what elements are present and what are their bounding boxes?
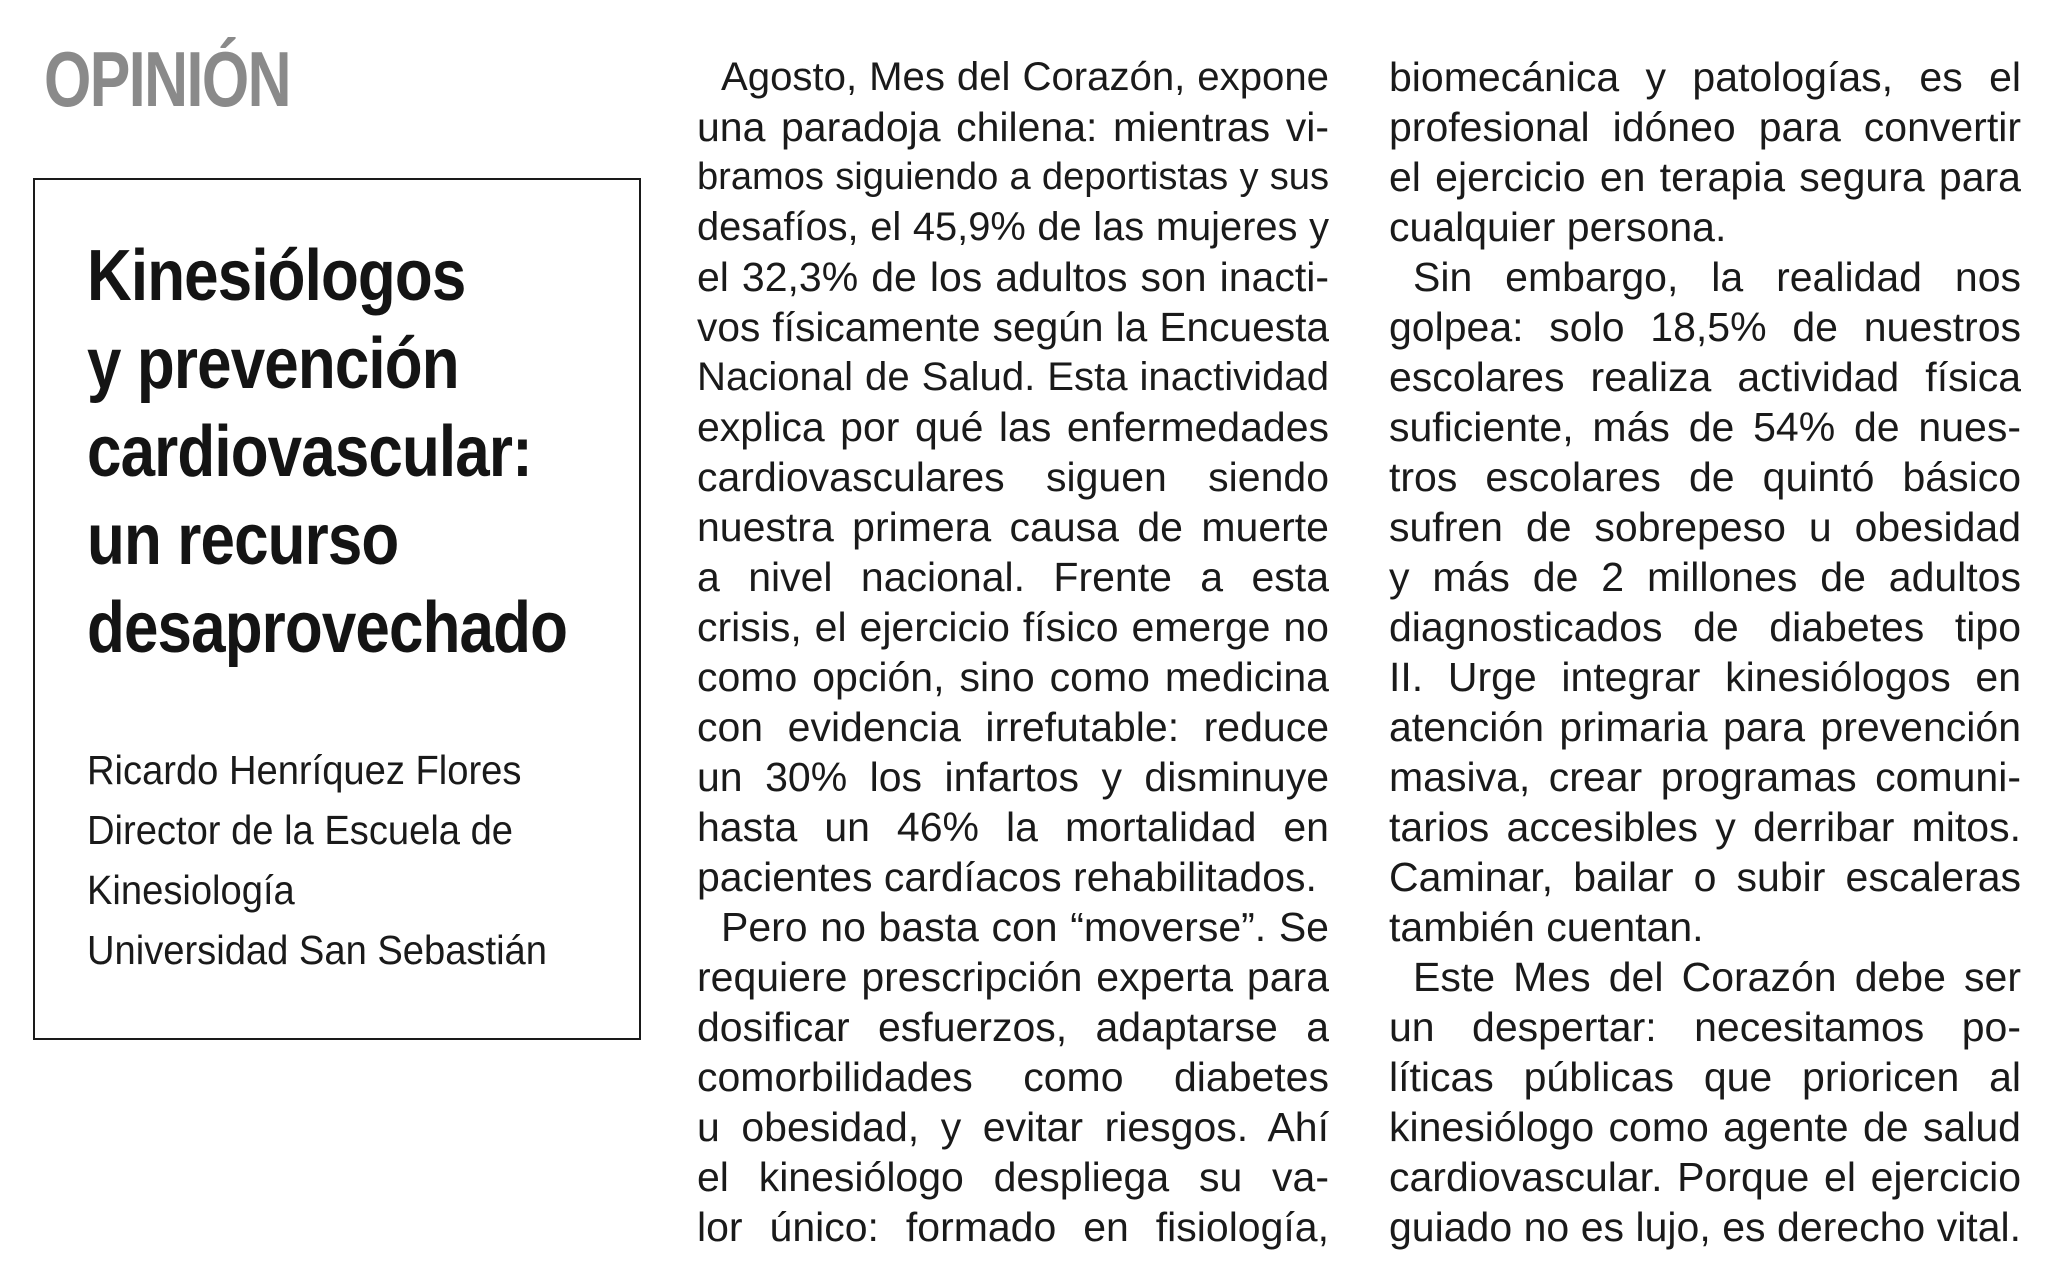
text-line: como opción, sino como medicina [697,654,1329,700]
text-line: el ejercicio en terapia segura para [1389,154,2021,200]
text-line: pacientes cardíacos rehabilitados. [697,854,1317,900]
text-line: un despertar: necesitamos po- [1389,1004,2021,1050]
section-label: OPINIÓN [44,35,290,123]
text-line: Pero no basta con “moverse”. Se [721,904,1329,950]
text-line: Nacional de Salud. Esta inactividad [697,355,1329,399]
headline-line: cardiovascular: [87,412,532,492]
author-name: Ricardo Henríquez Flores [87,747,522,793]
paragraph-1 [697,52,1329,902]
text-line: II. Urge integrar kinesiólogos en [1389,654,2021,700]
text-line: el kinesiólogo despliega su va- [697,1154,1329,1200]
text-line: tarios accesibles y derribar mitos. [1389,804,2021,850]
text-line: una paradoja chilena: mientras vi- [697,104,1329,150]
headline-box [33,178,641,1040]
text-line: explica por qué las enfermedades [697,404,1329,450]
author-byline [87,740,627,980]
text-line: golpea: solo 18,5% de nuestros [1389,304,2021,350]
text-line: masiva, crear programas comuni- [1389,754,2021,800]
text-line: Sin embargo, la realidad nos [1413,254,2021,300]
paragraph-2 [697,902,1329,1252]
article-column-1 [697,52,1329,1252]
text-line: requiere prescripción experta para [697,954,1329,1000]
text-line: líticas públicas que prioricen al [1389,1054,2021,1100]
text-line: nuestra primera causa de muerte [697,504,1329,550]
text-line: cualquier persona. [1389,204,1727,250]
text-line: guiado no es lujo, es derecho vital. [1389,1204,2021,1250]
text-line: comorbilidades como diabetes [697,1054,1329,1100]
text-line: biomecánica y patologías, es el [1389,54,2021,100]
text-line: bramos siguiendo a deportistas y sus [697,156,1329,198]
text-line: u obesidad, y evitar riesgos. Ahí [697,1104,1329,1150]
headline-line: un recurso [87,500,399,580]
text-line: sufren de sobrepeso u obesidad [1389,504,2021,550]
text-line: suficiente, más de 54% de nues- [1389,404,2021,450]
text-line: kinesiólogo como agente de salud [1389,1104,2021,1150]
text-line: Agosto, Mes del Corazón, expone [721,54,1329,99]
author-institution: Universidad San Sebastián [87,927,547,973]
paragraph-3 [1389,252,2021,952]
text-line: vos físicamente según la Encuesta [697,304,1329,350]
text-line: lor único: formado en fisiología, [697,1204,1329,1250]
text-line: desafíos, el 45,9% de las mujeres y [697,205,1329,249]
text-line: hasta un 46% la mortalidad en [697,804,1329,850]
author-role: Kinesiología [87,867,295,913]
text-line: Caminar, bailar o subir escaleras [1389,854,2021,900]
paragraph-4 [1389,952,2021,1252]
author-role: Director de la Escuela de [87,807,514,853]
text-line: Este Mes del Corazón debe ser [1413,954,2021,1000]
text-line: tros escolares de quintó básico [1389,454,2021,500]
text-line: cardiovasculares siguen siendo [697,454,1329,500]
text-line: profesional idóneo para convertir [1389,104,2021,150]
text-line: dosificar esfuerzos, adaptarse a [697,1004,1329,1050]
text-line: atención primaria para prevención [1389,704,2021,750]
headline-line: desaprovechado [87,588,568,668]
article-headline [87,232,568,672]
text-line: el 32,3% de los adultos son inacti- [697,254,1329,300]
text-line: diagnosticados de diabetes tipo [1389,604,2021,650]
text-line: crisis, el ejercicio físico emerge no [697,604,1329,650]
text-line: cardiovascular. Porque el ejercicio [1389,1154,2021,1200]
paragraph-2-continued [1389,52,2021,252]
headline-line: Kinesiólogos [87,236,466,316]
text-line: un 30% los infartos y disminuye [697,754,1329,800]
text-line: y más de 2 millones de adultos [1389,554,2021,600]
text-line: escolares realiza actividad física [1389,354,2021,400]
headline-line: y prevención [87,324,459,404]
text-line: con evidencia irrefutable: reduce [697,704,1329,750]
text-line: también cuentan. [1389,904,1704,950]
text-line: a nivel nacional. Frente a esta [697,554,1329,600]
article-column-2 [1389,52,2021,1252]
